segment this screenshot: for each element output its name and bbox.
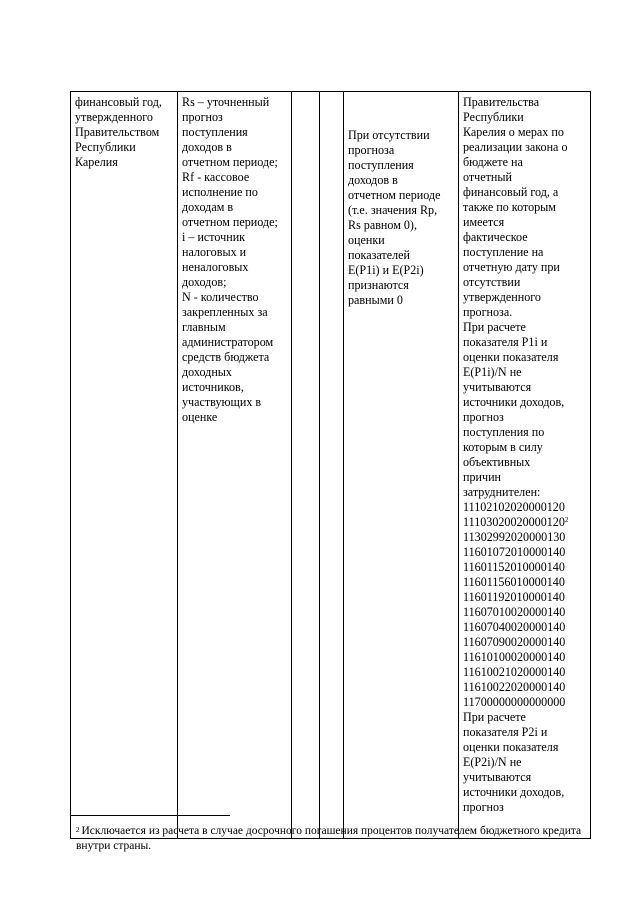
cell-text-line: имеется: [463, 215, 505, 229]
indicator-table: [70, 91, 591, 839]
cell-text-line: Rs равном 0),: [348, 218, 417, 232]
cell-text-line: учитываются: [463, 770, 532, 784]
cell-text-line: прогноза: [348, 143, 395, 157]
cell-text-line: поступление на: [463, 245, 544, 259]
cell-text-line: фактическое: [463, 230, 528, 244]
cell-text-line: 11601192010000140: [463, 590, 565, 604]
cell-text-line: прогноз: [463, 800, 504, 814]
cell-text-line: 11607090020000140: [463, 635, 566, 649]
footnote-divider: [70, 815, 230, 816]
cell-text-line: закрепленных за: [182, 305, 268, 319]
table-row: [71, 92, 591, 839]
cell-text-line: Республики: [75, 140, 136, 154]
cell-text-line: E(P2i)/N не: [463, 755, 522, 769]
cell-text-line: 11601152010000140: [463, 560, 565, 574]
cell-text-line: финансовый год, а: [463, 185, 559, 199]
cell-text-line: E(P1i) и E(P2i): [348, 263, 424, 277]
cell-text-line: 11601156010000140: [463, 575, 565, 589]
cell-special-conditions: [344, 92, 459, 839]
cell-text-line: также по которым: [463, 200, 556, 214]
cell-text-line: поступления: [348, 158, 414, 172]
cell-text-line: прогноз: [182, 110, 223, 124]
cell-text-line: отчетном периоде: [348, 188, 441, 202]
cell-text-line: отчетном периоде;: [182, 155, 278, 169]
cell-text-line: налоговых и: [182, 245, 247, 259]
footnote: [76, 824, 596, 854]
cell-notes: [459, 92, 591, 839]
cell-text-line: Карелия о мерах по: [463, 125, 564, 139]
footnote-reference: 2: [564, 516, 569, 524]
cell-text-line: поступления: [182, 125, 248, 139]
cell-text-line: 11700000000000000: [463, 695, 566, 709]
cell-text-line: реализации закона о: [463, 140, 568, 154]
cell-text-line: источники доходов,: [463, 395, 565, 409]
cell-text-line: (т.е. значения Rp,: [348, 203, 438, 217]
cell-text-line: администратором: [182, 335, 274, 349]
cell-text-line: прогноза.: [463, 305, 513, 319]
cell-text-line: учитываются: [463, 380, 532, 394]
cell-text-line: Республики: [463, 110, 524, 124]
cell-text-line: оценке: [182, 410, 218, 424]
cell-text-line: Правительства: [463, 95, 540, 109]
cell-text-line: показателей: [348, 248, 410, 262]
cell-text-line: доходов в: [182, 140, 232, 154]
cell-text-line: При отсутствии: [348, 128, 430, 142]
cell-text-line: доходов;: [182, 275, 227, 289]
cell-text-line: средств бюджета: [182, 350, 270, 364]
cell-text-line: неналоговых: [182, 260, 249, 274]
cell-text-line: 11610022020000140: [463, 680, 566, 694]
cell-text-line: оценки показателя: [463, 350, 559, 364]
budget-code: 11103020020000120: [463, 515, 565, 529]
cell-text-line: 11610100020000140: [463, 650, 566, 664]
footnote-text: Исключается из расчета в случае досрочного погашения процентов получателем бюджетного кредита внутри страны.: [76, 825, 582, 852]
cell-text-line: 11610021020000140: [463, 665, 566, 679]
cell-text-line: Правительством: [75, 125, 160, 139]
cell-text-line: отчетную дату при: [463, 260, 560, 274]
cell-text-line: утвержденного: [463, 290, 541, 304]
cell-text-line: участвующих в: [182, 395, 262, 409]
cell-text-line: Rf - кассовое: [182, 170, 250, 184]
cell-text-line: доходов в: [348, 173, 398, 187]
cell-text-line: источников,: [182, 380, 244, 394]
cell-text-line: финансовый год,: [75, 95, 162, 109]
cell-text-line: 11607040020000140: [463, 620, 566, 634]
cell-text-line: отчетный: [463, 170, 512, 184]
cell-text-line: прогноз: [463, 410, 504, 424]
cell-text-line: 11302992020000130: [463, 530, 566, 544]
cell-text-line: E(P1i)/N не: [463, 365, 522, 379]
cell-text-line: бюджете на: [463, 155, 523, 169]
cell-text-line: затруднителен:: [463, 485, 541, 499]
footnote-number: 2: [76, 826, 80, 834]
cell-empty-2: [320, 92, 344, 839]
cell-text-line: При расчете: [463, 710, 526, 724]
cell-text-line: объективных: [463, 455, 531, 469]
cell-text-line: причин: [463, 470, 502, 484]
cell-text-line: главным: [182, 320, 226, 334]
cell-text-line: i – источник: [182, 230, 246, 244]
cell-empty-1: [292, 92, 320, 839]
cell-text-line: признаются: [348, 278, 409, 292]
cell-text-line: источники доходов,: [463, 785, 565, 799]
cell-text-line: 11607010020000140: [463, 605, 566, 619]
cell-text-line: показателя P2i и: [463, 725, 548, 739]
cell-text-line: оценки показателя: [463, 740, 559, 754]
cell-indicator-name: [71, 92, 178, 839]
cell-formula-legend: [178, 92, 292, 839]
cell-text-line: исполнение по: [182, 185, 258, 199]
cell-text-line: утвержденного: [75, 110, 153, 124]
cell-text-line: которым в силу: [463, 440, 543, 454]
cell-text-line: отчетном периоде;: [182, 215, 278, 229]
cell-text-line: Карелия: [75, 155, 118, 169]
cell-text-line: N - количество: [182, 290, 259, 304]
cell-text-line: равными 0: [348, 293, 403, 307]
cell-text-line: отсутствии: [463, 275, 521, 289]
cell-text-line: поступления по: [463, 425, 545, 439]
cell-text-line: При расчете: [463, 320, 526, 334]
budget-code-with-footnote: [463, 515, 587, 530]
cell-text-line: оценки: [348, 233, 385, 247]
cell-text-line: доходных: [182, 365, 232, 379]
cell-text-line: показателя P1i и: [463, 335, 548, 349]
cell-text-line: Rs – уточненный: [182, 95, 270, 109]
cell-text-line: доходам в: [182, 200, 234, 214]
cell-text-line: 11102102020000120: [463, 500, 565, 514]
cell-text-line: 11601072010000140: [463, 545, 566, 559]
